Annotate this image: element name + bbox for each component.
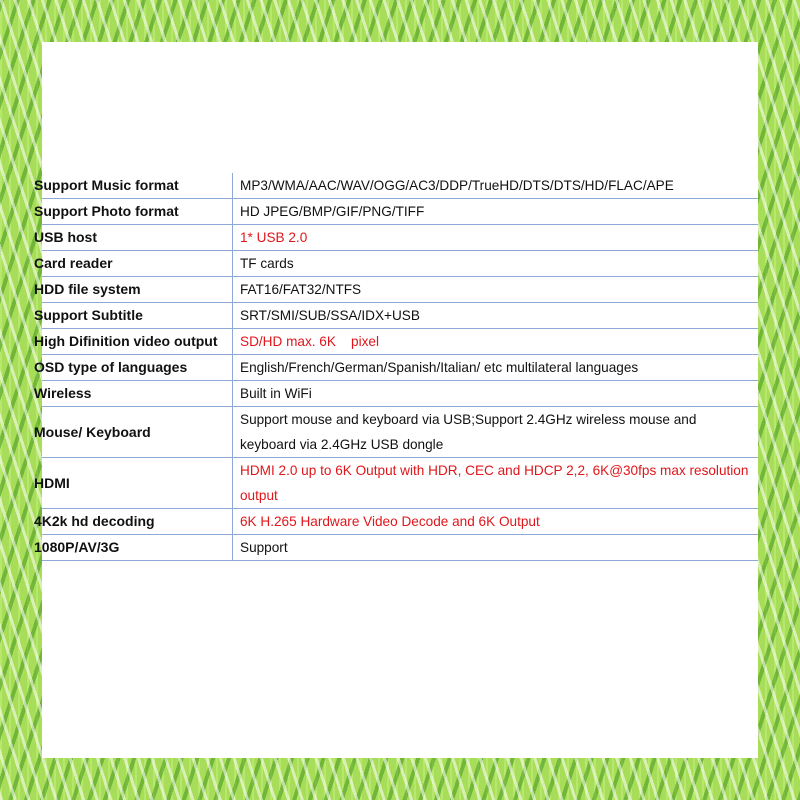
spec-label: HDD file system xyxy=(42,277,233,303)
spec-sheet-panel xyxy=(34,42,758,758)
spec-value: HD JPEG/BMP/GIF/PNG/TIFF xyxy=(233,199,759,225)
spec-value: 6K H.265 Hardware Video Decode and 6K Output xyxy=(233,509,759,535)
spec-value: 1* USB 2.0 xyxy=(233,225,759,251)
spec-row xyxy=(42,225,758,251)
spec-row xyxy=(42,173,758,199)
spec-value: MP3/WMA/AAC/WAV/OGG/AC3/DDP/TrueHD/DTS/DTS/HD/FLAC/APE xyxy=(233,173,759,199)
spec-label: HDMI xyxy=(42,458,233,509)
spec-row xyxy=(42,199,758,225)
spec-label: Support Photo format xyxy=(42,199,233,225)
spec-value: FAT16/FAT32/NTFS xyxy=(233,277,759,303)
spec-value: English/French/German/Spanish/Italian/ etc multilateral languages xyxy=(233,355,759,381)
spec-label: Card reader xyxy=(42,251,233,277)
spec-label: USB host xyxy=(42,225,233,251)
spec-label: Mouse/ Keyboard xyxy=(42,407,233,458)
spec-row xyxy=(42,509,758,535)
spec-label: 4K2k hd decoding xyxy=(42,509,233,535)
spec-label: High Difinition video output xyxy=(42,329,233,355)
spec-value: TF cards xyxy=(233,251,759,277)
spec-value: Support mouse and keyboard via USB;Support 2.4GHz wireless mouse and keyboard via 2.4GHz USB dongle xyxy=(233,407,759,458)
spec-row xyxy=(42,355,758,381)
spec-table xyxy=(34,173,758,561)
spec-label: 1080P/AV/3G xyxy=(42,535,233,561)
spec-row xyxy=(42,329,758,355)
spec-label: OSD type of languages xyxy=(42,355,233,381)
spec-row xyxy=(42,458,758,509)
spec-row xyxy=(42,251,758,277)
spec-value: HDMI 2.0 up to 6K Output with HDR, CEC and HDCP 2,2, 6K@30fps max resolution output xyxy=(233,458,759,509)
spec-value: SD/HD max. 6K pixel xyxy=(233,329,759,355)
spec-value: Built in WiFi xyxy=(233,381,759,407)
spec-row xyxy=(42,381,758,407)
spec-row xyxy=(42,535,758,561)
spec-row xyxy=(42,303,758,329)
spec-table-body xyxy=(34,173,758,561)
spec-row xyxy=(42,407,758,458)
spec-row xyxy=(42,277,758,303)
spec-label: Wireless xyxy=(42,381,233,407)
spec-value: Support xyxy=(233,535,759,561)
spec-label: Support Music format xyxy=(42,173,233,199)
spec-value: SRT/SMI/SUB/SSA/IDX+USB xyxy=(233,303,759,329)
spec-label: Support Subtitle xyxy=(42,303,233,329)
